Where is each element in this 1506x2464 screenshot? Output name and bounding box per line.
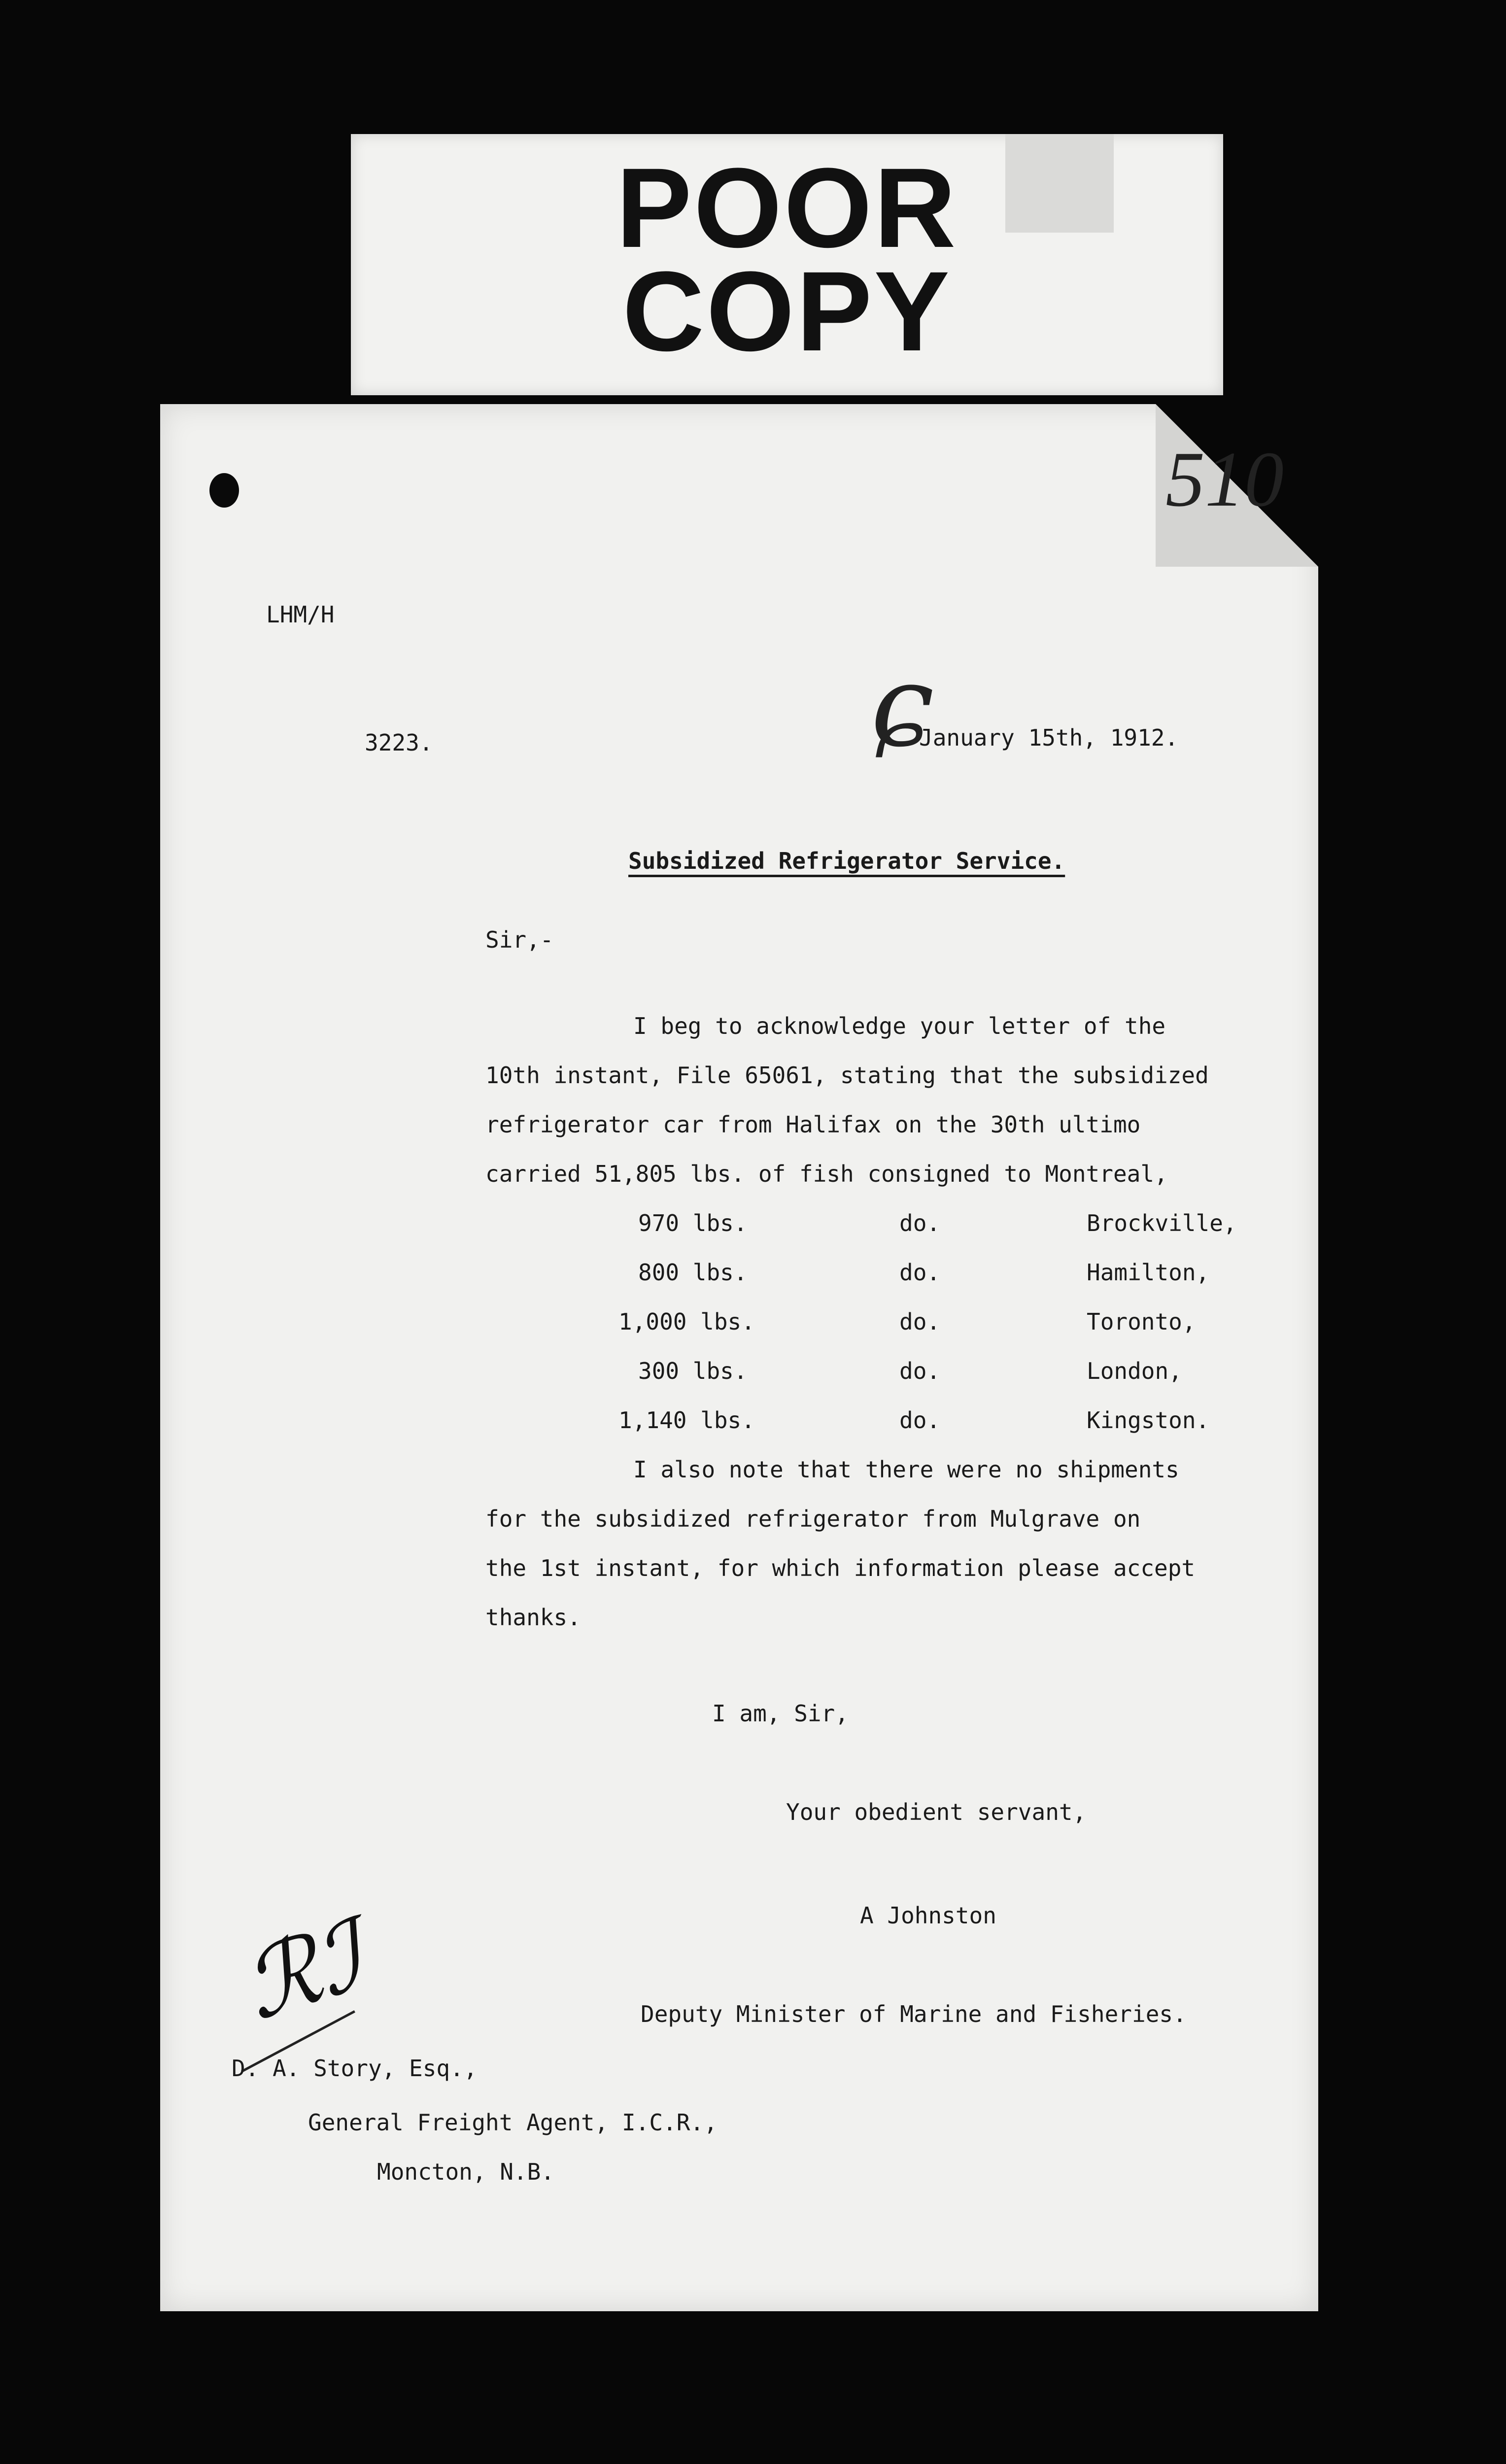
signatory-name: A Johnston <box>860 1902 996 1929</box>
shipment-destination: Toronto, <box>1087 1308 1196 1335</box>
shipment-weight: 800 lbs. <box>638 1259 748 1286</box>
page-number: 510 <box>1165 435 1284 523</box>
shipment-ditto: do. <box>899 1210 941 1236</box>
tape-piece <box>1005 134 1114 233</box>
addressee-line: Moncton, N.B. <box>377 2158 555 2185</box>
complimentary-close: I am, Sir, <box>712 1700 849 1727</box>
addressee-line: General Freight Agent, I.C.R., <box>308 2109 718 2136</box>
letter-date: January 15th, 1912. <box>919 724 1179 751</box>
body-line: refrigerator car from Halifax on the 30th ultimo <box>485 1111 1141 1138</box>
shipment-weight: 1,140 lbs. <box>618 1407 755 1434</box>
shipment-ditto: do. <box>899 1308 941 1335</box>
complimentary-close: Your obedient servant, <box>786 1799 1087 1825</box>
letter-subject: Subsidized Refrigerator Service. <box>628 848 1065 874</box>
check-mark: ɕ <box>870 641 933 772</box>
punch-hole <box>209 473 239 508</box>
closing-line: for the subsidized refrigerator from Mulgrave on <box>485 1506 1141 1532</box>
letter-page <box>160 404 1318 2311</box>
file-number: 3223. <box>365 729 433 756</box>
body-line: 10th instant, File 65061, stating that the subsidized <box>485 1062 1209 1089</box>
signatory-title: Deputy Minister of Marine and Fisheries. <box>641 2001 1187 2027</box>
shipment-weight: 970 lbs. <box>638 1210 748 1236</box>
poor-copy-line-2: COPY <box>622 248 952 375</box>
shipment-destination: Brockville, <box>1087 1210 1237 1236</box>
closing-line: the 1st instant, for which information please accept <box>485 1555 1196 1581</box>
shipment-ditto: do. <box>899 1259 941 1286</box>
closing-line: I also note that there were no shipments <box>633 1456 1179 1483</box>
shipment-destination: Hamilton, <box>1087 1259 1210 1286</box>
shipment-destination: Kingston. <box>1087 1407 1210 1434</box>
shipment-weight: 1,000 lbs. <box>618 1308 755 1335</box>
body-line: carried 51,805 lbs. of fish consigned to Montreal, <box>485 1161 1168 1187</box>
shipment-ditto: do. <box>899 1358 941 1384</box>
body-line: I beg to acknowledge your letter of the <box>633 1013 1166 1039</box>
reference-initials: LHM/H <box>266 601 335 628</box>
shipment-ditto: do. <box>899 1407 941 1434</box>
poor-copy-line-1: POOR <box>616 144 958 271</box>
shipment-destination: London, <box>1087 1358 1182 1384</box>
addressee-line: D. A. Story, Esq., <box>232 2055 478 2082</box>
closing-line: thanks. <box>485 1604 581 1631</box>
shipment-weight: 300 lbs. <box>638 1358 748 1384</box>
salutation: Sir,- <box>485 926 554 953</box>
handwritten-initials: ℛℐ <box>230 1901 377 2042</box>
